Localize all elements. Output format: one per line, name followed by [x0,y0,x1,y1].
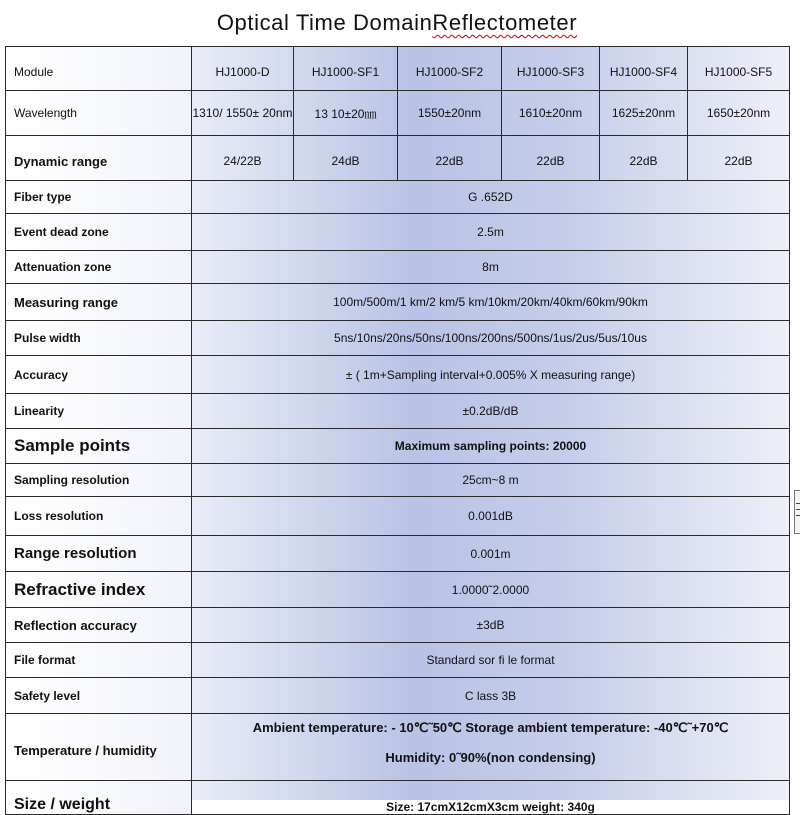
row-label: Measuring range [6,284,192,321]
model-cell: HJ1000-SF2 [398,47,502,91]
page-title [5,0,789,46]
spec-row-pulse-width [6,321,790,356]
row-value: ±0.2dB/dB [192,394,790,429]
row-value: 100m/500m/1 km/2 km/5 km/10km/20km/40km/60km/90km [192,284,790,321]
row-label: Safety level [6,678,192,714]
row-label: Fiber type [6,181,192,214]
wavelength-cell: 1610±20nm [502,91,600,136]
dynamic-cell: 24dB [294,136,398,181]
spec-row-file-format [6,643,790,678]
scroll-edge-handle[interactable] [794,490,800,534]
row-value: Standard sor fi le format [192,643,790,678]
spec-row-reflection-accuracy [6,608,790,643]
dynamic-cell: 22dB [398,136,502,181]
row-label: Attenuation zone [6,251,192,284]
row-label: Sampling resolution [6,464,192,497]
model-cell: HJ1000-SF3 [502,47,600,91]
model-cell: HJ1000-SF1 [294,47,398,91]
row-label: Event dead zone [6,214,192,251]
row-label: Module [6,47,192,91]
row-value: Size: 17cmX12cmX3cm weight: 340g [192,781,790,815]
spec-row-loss-resolution [6,497,790,536]
wavelength-cell: 1550±20nm [398,91,502,136]
spec-row-sample-points [6,429,790,464]
row-value: 0.001m [192,536,790,572]
spec-row-attenuation-zone [6,251,790,284]
row-value: 1.0000˜2.0000 [192,572,790,608]
row-label: Linearity [6,394,192,429]
spec-row-accuracy [6,356,790,394]
temperature-line: Ambient temperature: - 10℃˜50℃ Storage ambient temperature: -40℃˜+70℃ [252,720,729,735]
wavelength-cell: 1650±20nm [688,91,790,136]
row-value: C lass 3B [192,678,790,714]
humidity-line: Humidity: 0˜90%(non condensing) [385,750,596,765]
wavelength-row [6,91,790,136]
row-value: 0.001dB [192,497,790,536]
row-value: 5ns/10ns/20ns/50ns/100ns/200ns/500ns/1us/2us/5us/10us [192,321,790,356]
wavelength-cell: 1625±20nm [600,91,688,136]
model-cell: HJ1000-SF4 [600,47,688,91]
row-label: Accuracy [6,356,192,394]
row-value: 2.5m [192,214,790,251]
reflection-label: Reflection accuracy [14,617,137,633]
row-value: Maximum sampling points: 20000 [192,429,790,464]
model-cell: HJ1000-SF5 [688,47,790,91]
temperature-humidity-block [192,714,789,780]
wavelength-cell: 13 10±20㎚ [294,91,398,136]
spec-row-sampling-resolution [6,464,790,497]
module-row [6,47,790,91]
spec-row-safety-level [6,678,790,714]
row-label: File format [6,643,192,678]
row-label: Range resolution [6,536,192,572]
dynamic-cell: 22dB [600,136,688,181]
size-weight-row [6,781,790,815]
wavelength-value: 1310/ 1550± 20nm [192,105,293,120]
row-value: ±3dB [192,608,790,643]
row-label: Sample points [6,429,192,464]
row-value: 8m [192,251,790,284]
spec-row-measuring-range [6,284,790,321]
temperature-humidity-row [6,714,790,781]
row-label: Pulse width [6,321,192,356]
row-label: Refractive index [6,572,192,608]
dynamic-cell: 24/22B [192,136,294,181]
row-value: G .652D [192,181,790,214]
title-underlined-word: Reflectometer [432,10,578,35]
row-value: 25cm~8 m [192,464,790,497]
model-cell: HJ1000-D [192,47,294,91]
row-value: ± ( 1m+Sampling interval+0.005% X measuring range) [192,356,790,394]
spec-row-linearity [6,394,790,429]
row-label: Wavelength [6,91,192,136]
row-label: Size / weight [6,781,192,815]
spec-row-fiber-type [6,181,790,214]
dynamic-cell: 22dB [688,136,790,181]
spec-row-refractive-index [6,572,790,608]
dynamic-cell: 22dB [502,136,600,181]
title-prefix: Optical Time Domain [216,10,433,35]
spec-row-range-resolution [6,536,790,572]
spec-row-event-dead-zone [6,214,790,251]
spec-table [5,46,790,815]
row-label: Temperature / humidity [6,714,192,781]
dynamic-range-row [6,136,790,181]
row-label [6,608,192,643]
row-label: Loss resolution [6,497,192,536]
row-value [192,714,790,781]
row-label: Dynamic range [6,136,192,181]
wavelength-cell [192,91,294,136]
